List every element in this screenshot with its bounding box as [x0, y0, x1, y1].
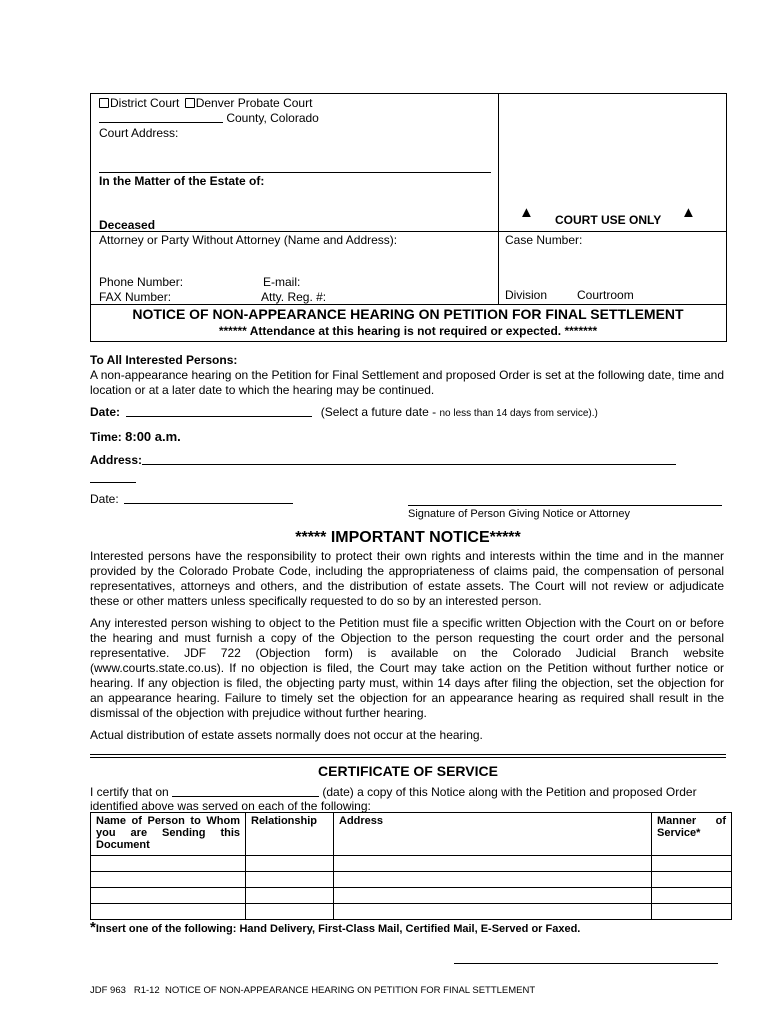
date-note: (Select a future date - — [320, 405, 437, 419]
date2-label: Date: — [90, 492, 119, 506]
date2-blank[interactable] — [124, 503, 293, 504]
cell-address[interactable] — [334, 904, 652, 920]
certificate-signature-line[interactable] — [454, 963, 718, 964]
time-label: Time: — [90, 430, 122, 444]
column-manner: Manner of Service* — [652, 813, 732, 856]
atty-reg-label: Atty. Reg. #: — [261, 290, 327, 304]
cell-relationship[interactable] — [246, 904, 334, 920]
fax-label: FAX Number: — [99, 290, 172, 304]
to-interested-persons: To All Interested Persons: — [90, 353, 238, 367]
up-arrow-icon-right: ▲ — [681, 204, 696, 221]
footer-revision: R1-12 — [133, 985, 160, 996]
estate-of-label: In the Matter of the Estate of: — [99, 174, 265, 188]
cell-manner[interactable] — [652, 856, 732, 872]
cell-manner[interactable] — [652, 888, 732, 904]
address-label: Address: — [90, 453, 143, 467]
cell-name[interactable] — [91, 888, 246, 904]
important-para-2: Any interested person wishing to object to the Petition must file a specific written Objection with the Court on or before the hearing and must furnish a copy of the Objection to the person requesting the court order and the personal representative. JDF 722 (Objection form) is available on the Colorado Judicial Branch website (www.courts.state.co.us). If no objection is filed, the Court may take action on the Petition without further notice or hearing. If any objection is filed, the objecting party must, within 14 days after filing the objection, set the objection for an appearance hearing. Failure to timely set the objection for an appearance hearing as required shall result in the dismissal of the objection with prejudice without further hearing. — [90, 616, 724, 720]
division-label: Division — [505, 288, 548, 302]
certificate-line-1 — [90, 785, 724, 799]
important-para-1: Interested persons have the responsibility to protect their own rights and interests within the time and in the manner provided by the Colorado Probate Code, including the appropriateness of claims paid, the compensation of personal representatives, attorneys and others, and the distribution of estate assets. The Court will not review or adjudicate these or other matters unless specifically requested to do so by an interested person. — [90, 549, 724, 608]
address-blank-continued[interactable] — [90, 482, 136, 483]
cell-address[interactable] — [334, 856, 652, 872]
district-court-checkbox[interactable] — [99, 98, 109, 108]
signature-line[interactable] — [408, 505, 722, 506]
table-row — [91, 888, 732, 904]
deceased-label: Deceased — [99, 218, 156, 232]
cell-name[interactable] — [91, 904, 246, 920]
attorney-label: Attorney or Party Without Attorney (Name and Address): — [99, 233, 398, 247]
certificate-line-2: identified above was served on each of the following: — [90, 799, 371, 813]
table-row — [91, 872, 732, 888]
section-divider-2 — [90, 757, 726, 758]
county-label: County, Colorado — [226, 111, 319, 125]
date-label: Date: — [90, 405, 121, 419]
certificate-heading: CERTIFICATE OF SERVICE — [318, 763, 498, 779]
notice-intro: A non-appearance hearing on the Petition for Final Settlement and proposed Order is set at the following date, time and location or at a later date to which the hearing may be continued. — [90, 368, 724, 397]
cell-relationship[interactable] — [246, 888, 334, 904]
cell-manner[interactable] — [652, 904, 732, 920]
district-court-label: District Court — [110, 96, 180, 110]
form-title: NOTICE OF NON-APPEARANCE HEARING ON PETITION FOR FINAL SETTLEMENT — [132, 306, 684, 322]
certify-on-label: I certify that on — [90, 785, 169, 799]
service-table-header — [91, 813, 732, 856]
court-address-label: Court Address: — [99, 126, 179, 140]
court-selection — [99, 96, 312, 110]
email-label: E-mail: — [263, 275, 301, 289]
hearing-time-row — [90, 429, 181, 444]
cell-name[interactable] — [91, 872, 246, 888]
court-use-only-label: COURT USE ONLY — [555, 213, 662, 227]
attendance-note: ****** Attendance at this hearing is not required or expected. ******* — [218, 324, 598, 338]
hearing-date-row — [90, 405, 598, 419]
service-table — [90, 812, 732, 920]
cell-address[interactable] — [334, 888, 652, 904]
footnote-text: Insert one of the following: Hand Delivery, First-Class Mail, Certified Mail, E-Served or Faxed. — [95, 923, 581, 935]
important-para-3: Actual distribution of estate assets normally does not occur at the hearing. — [90, 728, 483, 742]
cell-name[interactable] — [91, 856, 246, 872]
hearing-address-row — [90, 453, 676, 467]
county-line — [99, 111, 319, 125]
denver-probate-label: Denver Probate Court — [195, 96, 313, 110]
date-blank[interactable] — [126, 416, 312, 417]
caption-divider — [498, 93, 499, 304]
cell-manner[interactable] — [652, 872, 732, 888]
county-blank[interactable] — [99, 122, 223, 123]
signature-caption: Signature of Person Giving Notice or Attorney — [408, 508, 630, 520]
address-blank[interactable] — [142, 464, 676, 465]
footer — [90, 985, 535, 996]
up-arrow-icon: ▲ — [519, 204, 534, 221]
notice-date-row — [90, 492, 293, 506]
section-divider — [90, 754, 726, 755]
footnote-star: * — [90, 919, 96, 936]
important-heading: ***** IMPORTANT NOTICE***** — [295, 529, 521, 546]
cell-relationship[interactable] — [246, 856, 334, 872]
service-footnote — [90, 919, 580, 936]
denver-probate-checkbox[interactable] — [185, 98, 195, 108]
column-relationship: Relationship — [246, 813, 334, 856]
table-row — [91, 856, 732, 872]
cell-address[interactable] — [334, 872, 652, 888]
certify-copy-text: (date) a copy of this Notice along with the Petition and proposed Order — [322, 785, 697, 799]
caption-title-divider — [90, 304, 726, 305]
date-note-small: no less than 14 days from service).) — [439, 408, 598, 419]
column-address: Address — [334, 813, 652, 856]
courtroom-label: Courtroom — [577, 288, 634, 302]
caption-row-divider — [90, 231, 726, 232]
table-row — [91, 904, 732, 920]
phone-label: Phone Number: — [99, 275, 184, 289]
footer-form-title: NOTICE OF NON-APPEARANCE HEARING ON PETITION FOR FINAL SETTLEMENT — [164, 985, 536, 996]
court-address-blank[interactable] — [99, 172, 491, 173]
time-value: 8:00 a.m. — [125, 429, 181, 444]
column-name: Name of Person to Whom you are Sending this Document — [91, 813, 246, 856]
case-number-label: Case Number: — [505, 233, 583, 247]
certify-date-blank[interactable] — [172, 796, 319, 797]
cell-relationship[interactable] — [246, 872, 334, 888]
footer-form-id: JDF 963 — [90, 985, 126, 996]
